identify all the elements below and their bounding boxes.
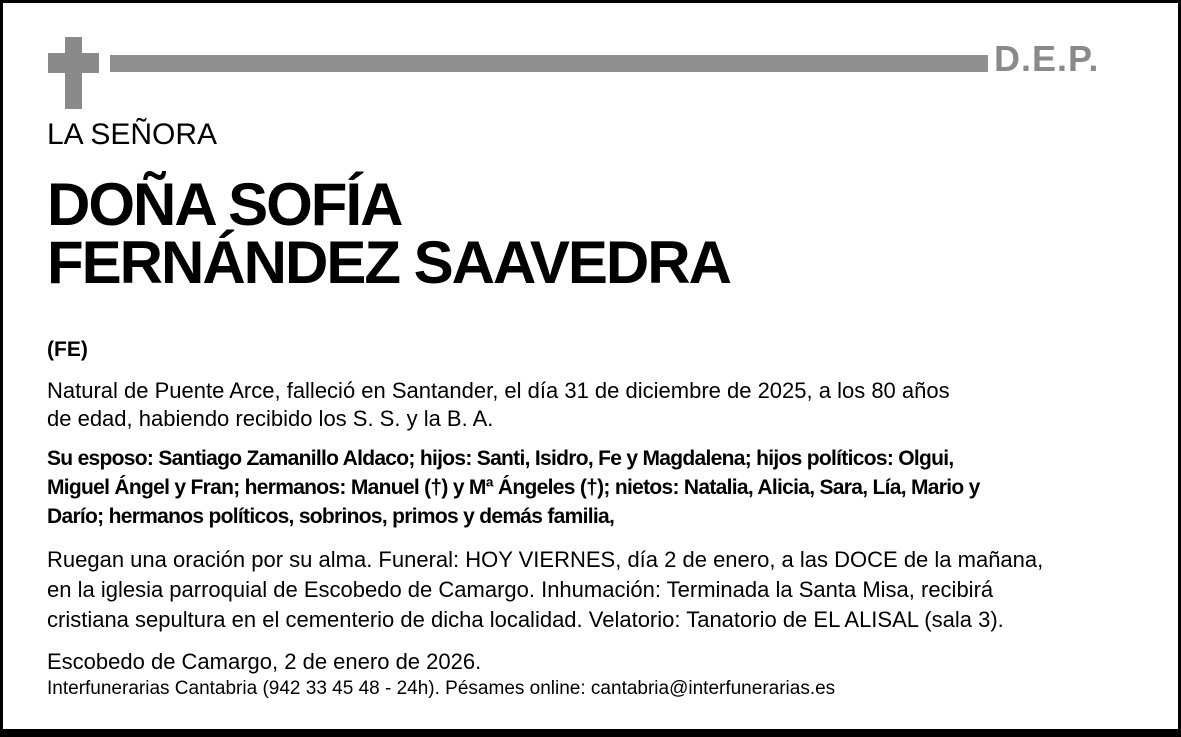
dep-label: D.E.P.: [994, 38, 1100, 79]
funeral-line: Ruegan una oración por su alma. Funeral: HOY VIERNES, día 2 de enero, a las DOCE de la mañana,: [47, 547, 1044, 572]
funeral-line: cristiana sepultura en el cementerio de dicha localidad. Velatorio: Tanatorio de EL ALISAL (sala 3).: [47, 607, 1004, 632]
cross-icon: [65, 37, 82, 109]
family-line: Miguel Ángel y Fran; hermanos: Manuel (†) y Mª Ángeles (†); nietos: Natalia, Alicia, Sara, Lía, Mario y: [47, 476, 980, 499]
initials: (FE): [47, 338, 88, 361]
deceased-name-line-1: DOÑA SOFÍA: [47, 171, 402, 238]
deceased-name-line-2: FERNÁNDEZ SAAVEDRA: [47, 229, 730, 296]
cross-icon-arm: [48, 53, 99, 73]
title: LA SEÑORA: [47, 118, 218, 151]
footer-contact: Interfunerarias Cantabria (942 33 45 48 - 24h). Pésames online: cantabria@interfunerarias.es: [47, 678, 836, 699]
intro-line: de edad, habiendo recibido los S. S. y la B. A.: [47, 406, 494, 431]
place-date: Escobedo de Camargo, 2 de enero de 2026.: [47, 649, 482, 674]
header-rule: [110, 55, 988, 72]
family-line: Su esposo: Santiago Zamanillo Aldaco; hijos: Santi, Isidro, Fe y Magdalena; hijos políticos: Olgui,: [47, 447, 954, 470]
funeral-line: en la iglesia parroquial de Escobedo de Camargo. Inhumación: Terminada la Santa Misa, recibirá: [47, 577, 994, 602]
family-line: Darío; hermanos políticos, sobrinos, primos y demás familia,: [47, 505, 615, 528]
intro-line: Natural de Puente Arce, falleció en Santander, el día 31 de diciembre de 2025, a los 80 años: [47, 378, 950, 403]
